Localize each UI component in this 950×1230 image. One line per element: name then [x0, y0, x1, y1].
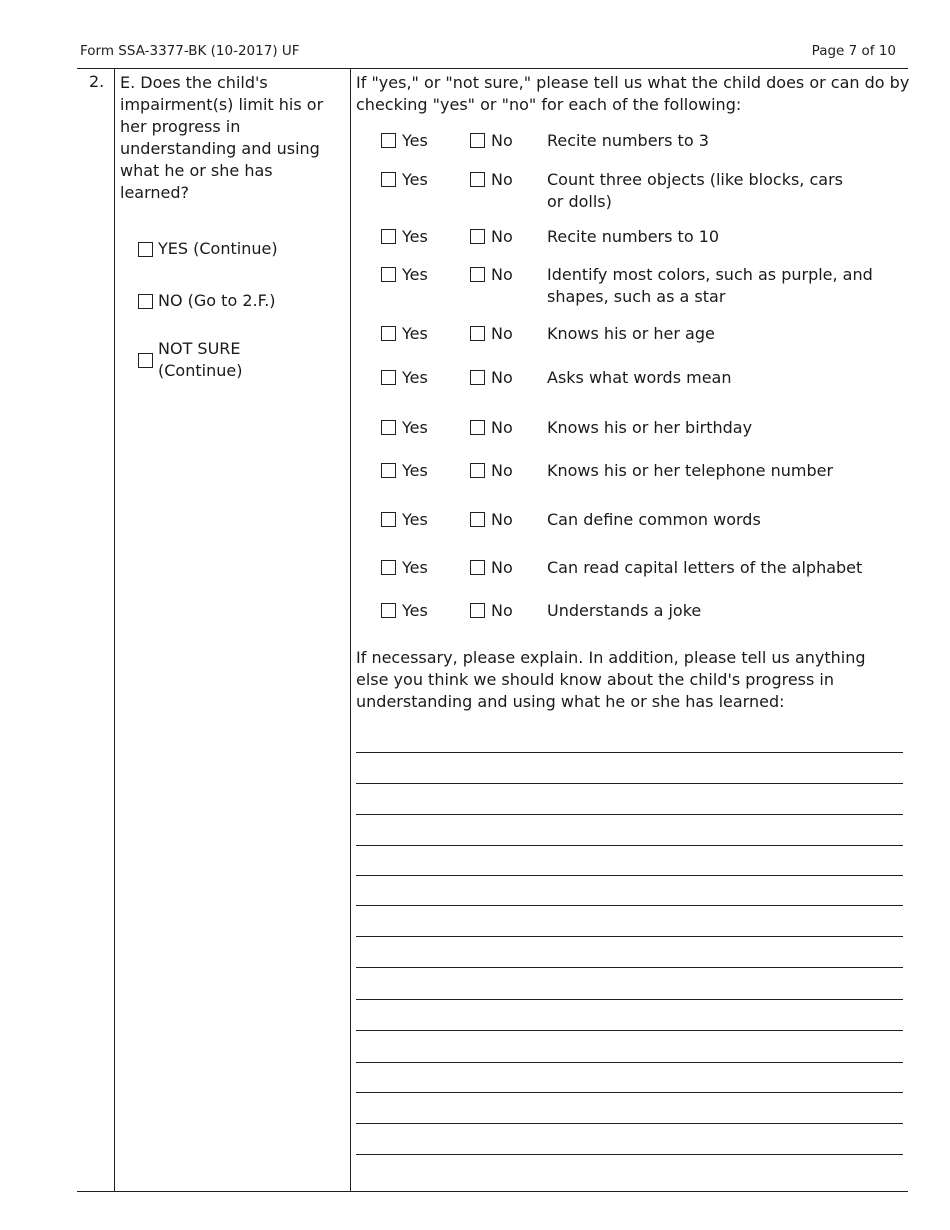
row-yes-label: Yes — [402, 131, 428, 150]
explanation-writing-line[interactable] — [356, 752, 903, 753]
row-yes-checkbox[interactable] — [381, 603, 396, 618]
row-yes-checkbox[interactable] — [381, 229, 396, 244]
row-no-checkbox[interactable] — [470, 463, 485, 478]
row-no-checkbox[interactable] — [470, 172, 485, 187]
explanation-writing-line[interactable] — [356, 999, 903, 1000]
row-no-label: No — [491, 558, 513, 577]
row-yes-checkbox[interactable] — [381, 172, 396, 187]
row-no-checkbox[interactable] — [470, 326, 485, 341]
table-bottom-border — [77, 1191, 908, 1192]
form-id: Form SSA-3377-BK (10-2017) UF — [80, 43, 300, 59]
row-description: Asks what words mean — [547, 368, 732, 387]
row-no-checkbox[interactable] — [470, 603, 485, 618]
row-description: Knows his or her birthday — [547, 418, 753, 437]
yes-checkbox[interactable] — [138, 242, 153, 257]
explanation-writing-line[interactable] — [356, 1030, 903, 1031]
option-not-sure[interactable] — [138, 338, 308, 382]
row-no-checkbox[interactable] — [470, 229, 485, 244]
explanation-writing-line[interactable] — [356, 783, 903, 784]
explanation-writing-line[interactable] — [356, 1092, 903, 1093]
explanation-writing-line[interactable] — [356, 1154, 903, 1155]
row-no-checkbox[interactable] — [470, 370, 485, 385]
explanation-writing-line[interactable] — [356, 1062, 903, 1063]
row-description: Knows his or her telephone number — [547, 461, 834, 480]
row-no-label: No — [491, 601, 513, 620]
row-no-checkbox[interactable] — [470, 512, 485, 527]
row-no-checkbox[interactable] — [470, 133, 485, 148]
row-yes-checkbox[interactable] — [381, 133, 396, 148]
explanation-prompt: If necessary, please explain. In addition, please tell us anything else you think we should know about the child's progress in understanding and using what he or she has learned: — [356, 648, 866, 711]
row-yes-label: Yes — [402, 461, 428, 480]
row-yes-checkbox[interactable] — [381, 370, 396, 385]
row-yes-label: Yes — [402, 227, 428, 246]
row-yes-label: Yes — [402, 418, 428, 437]
explanation-writing-line[interactable] — [356, 967, 903, 968]
row-no-label: No — [491, 368, 513, 387]
row-no-label: No — [491, 265, 513, 284]
checklist-intro: If "yes," or "not sure," please tell us what the child does or can do by checking "yes" or "no" for each of the following: — [356, 73, 910, 114]
row-description: Can define common words — [547, 510, 761, 529]
column-divider-number — [114, 68, 115, 1192]
row-description: Understands a joke — [547, 601, 702, 620]
explanation-writing-line[interactable] — [356, 845, 903, 846]
row-yes-checkbox[interactable] — [381, 267, 396, 282]
row-description: Recite numbers to 10 — [547, 227, 720, 246]
row-no-label: No — [491, 510, 513, 529]
explanation-writing-line[interactable] — [356, 814, 903, 815]
row-no-checkbox[interactable] — [470, 267, 485, 282]
row-yes-checkbox[interactable] — [381, 326, 396, 341]
no-checkbox[interactable] — [138, 294, 153, 309]
row-no-checkbox[interactable] — [470, 420, 485, 435]
explanation-writing-line[interactable] — [356, 936, 903, 937]
question-text: E. Does the child's impairment(s) limit his or her progress in understanding and using what he or she has learned? — [120, 73, 324, 202]
not-sure-checkbox[interactable] — [138, 353, 153, 368]
row-description: Count three objects (like blocks, cars or dolls) — [547, 170, 843, 211]
row-no-label: No — [491, 461, 513, 480]
row-description: Can read capital letters of the alphabet — [547, 558, 863, 577]
column-divider-question — [350, 68, 351, 1192]
row-description: Recite numbers to 3 — [547, 131, 709, 150]
explanation-writing-line[interactable] — [356, 875, 903, 876]
row-no-label: No — [491, 324, 513, 343]
row-yes-checkbox[interactable] — [381, 463, 396, 478]
row-yes-label: Yes — [402, 510, 428, 529]
row-yes-checkbox[interactable] — [381, 560, 396, 575]
row-no-label: No — [491, 170, 513, 189]
row-no-checkbox[interactable] — [470, 560, 485, 575]
row-yes-label: Yes — [402, 324, 428, 343]
page-number: Page 7 of 10 — [811, 43, 896, 59]
row-yes-label: Yes — [402, 170, 428, 189]
row-description: Identify most colors, such as purple, and shapes, such as a star — [547, 265, 873, 306]
row-no-label: No — [491, 131, 513, 150]
option-yes-label: YES (Continue) — [158, 239, 278, 258]
row-description: Knows his or her age — [547, 324, 715, 343]
row-yes-label: Yes — [402, 368, 428, 387]
row-yes-label: Yes — [402, 265, 428, 284]
explanation-writing-line[interactable] — [356, 1123, 903, 1124]
row-no-label: No — [491, 227, 513, 246]
row-yes-label: Yes — [402, 601, 428, 620]
option-not-sure-label: NOT SURE (Continue) — [158, 339, 243, 380]
table-top-border — [77, 68, 908, 69]
option-yes[interactable] — [138, 238, 278, 260]
option-no-label: NO (Go to 2.F.) — [158, 291, 276, 310]
row-no-label: No — [491, 418, 513, 437]
explanation-writing-line[interactable] — [356, 905, 903, 906]
option-no[interactable] — [138, 290, 276, 312]
row-yes-checkbox[interactable] — [381, 420, 396, 435]
row-yes-label: Yes — [402, 558, 428, 577]
question-number: 2. — [89, 72, 105, 91]
row-yes-checkbox[interactable] — [381, 512, 396, 527]
